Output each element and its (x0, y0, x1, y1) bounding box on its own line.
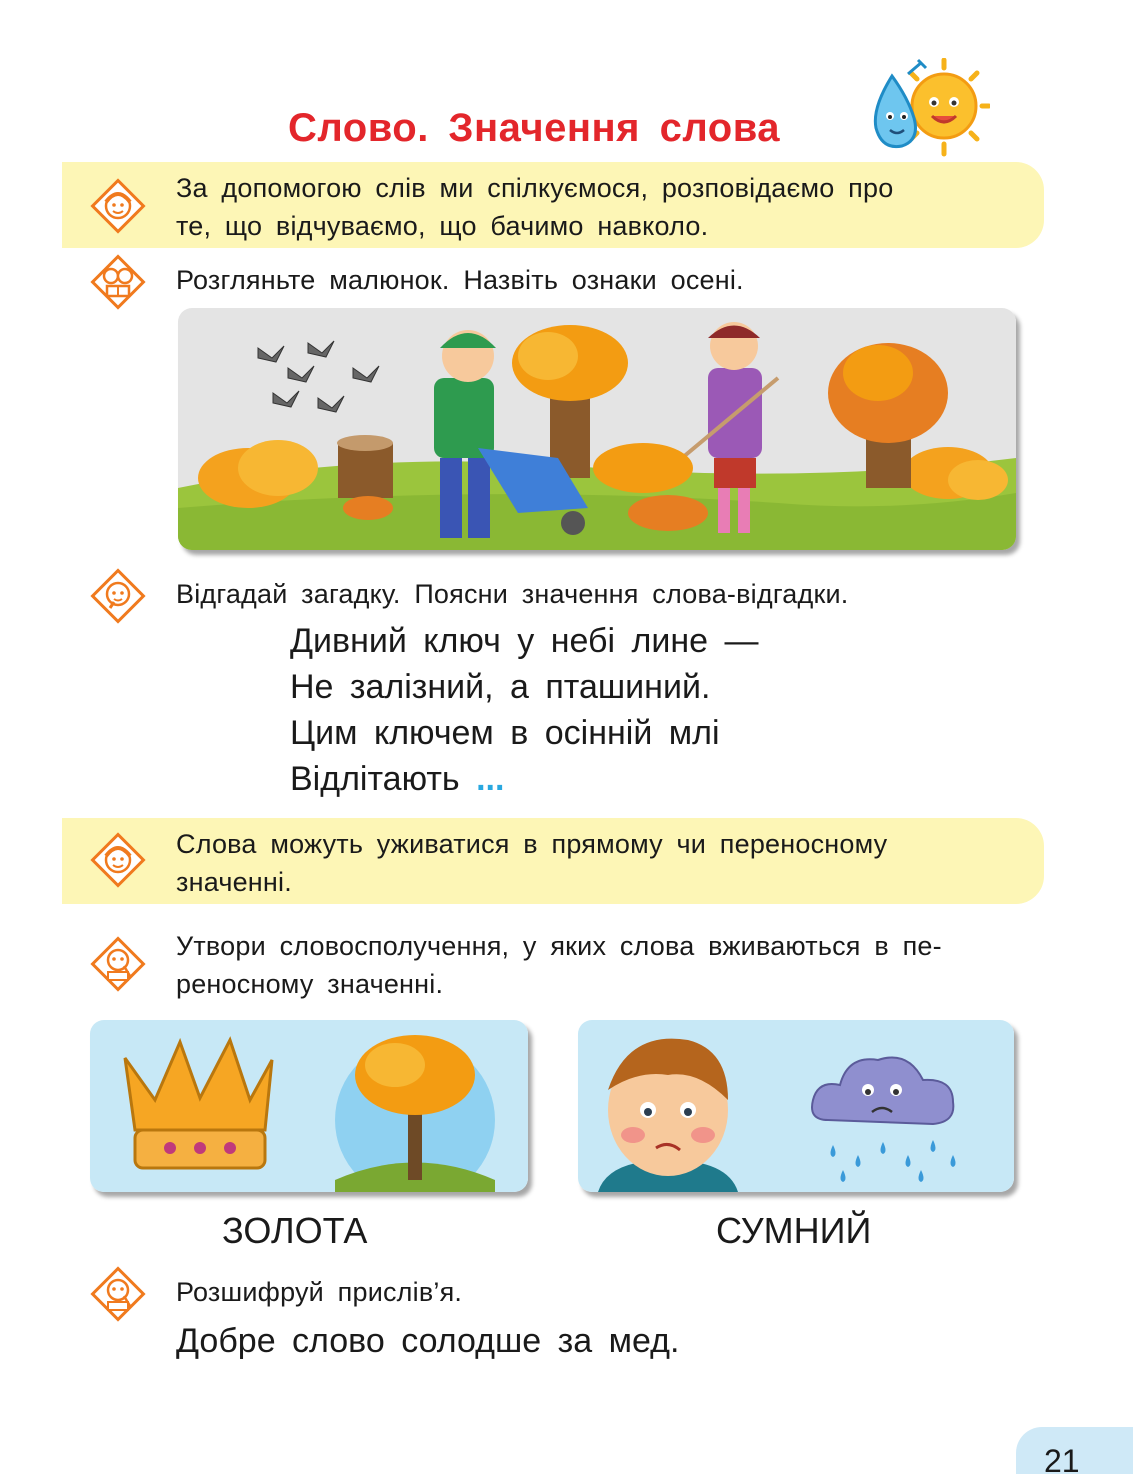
riddle-line-4 (290, 756, 504, 802)
face-rule-icon (90, 178, 146, 234)
task2-text: Відгадай загадку. Поясни значення слова-відгадки. (176, 579, 849, 609)
page-title: Слово. Значення слова (288, 106, 781, 150)
page-number: 21 (1044, 1443, 1080, 1479)
thinking-face-icon (90, 568, 146, 624)
mascot-illustration (862, 58, 990, 158)
crown-tree-illustration (90, 1020, 528, 1192)
riddle-line-4-text: Відлітають (290, 760, 460, 798)
task4-text: Розшифруй прислів’я. (176, 1277, 463, 1307)
rule2-line2: значенні. (176, 867, 292, 897)
rule2-line1: Слова можуть уживатися в прямому чи переносному (176, 829, 888, 859)
riddle-line-1: Дивний ключ у небі лине — (290, 622, 759, 660)
sad-boy-cloud-illustration (578, 1020, 1014, 1192)
task3-line2: реносному значенні. (176, 969, 444, 999)
writing-face-icon (90, 936, 146, 992)
caption-left: ЗОЛОТА (222, 1210, 368, 1251)
riddle-line-2: Не залізний, а пташиний. (290, 668, 711, 706)
kids-reading-icon (90, 254, 146, 310)
task1-text: Розгляньте малюнок. Назвіть ознаки осені. (176, 265, 744, 295)
riddle-line-3: Цим ключем в осінній млі (290, 714, 720, 752)
rule1-line1: За допомогою слів ми спілкуємося, розповідаємо про (176, 173, 894, 203)
autumn-illustration (178, 308, 1016, 550)
task3-line1: Утвори словосполучення, у яких слова вживаються в пе- (176, 931, 942, 961)
face-rule-icon-2 (90, 832, 146, 888)
stump (337, 435, 393, 498)
rule1-line2: те, що відчуваємо, що бачимо навколо. (176, 211, 709, 241)
writing-face-icon-2 (90, 1266, 146, 1322)
riddle-dots: ... (476, 760, 505, 798)
proverb: Добре слово солодше за мед. (176, 1322, 680, 1360)
caption-right: СУМНИЙ (716, 1210, 872, 1251)
